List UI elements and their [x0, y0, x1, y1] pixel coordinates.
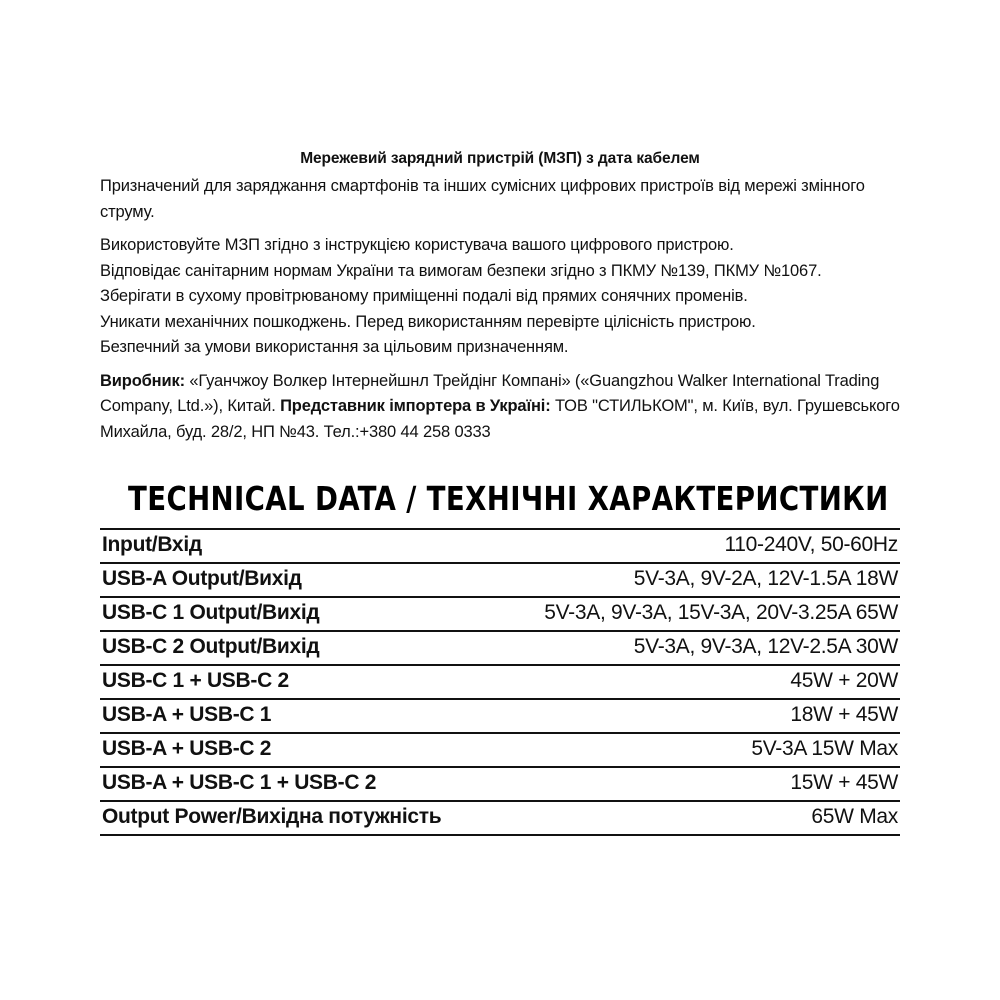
importer-label: Представник імпортера в Україні: [280, 397, 551, 415]
table-row [100, 767, 900, 801]
manufacturer-paragraph [100, 369, 900, 446]
spec-label: Output Power/Вихідна потужність [102, 805, 442, 828]
manufacturer-text: «Гуанчжоу Волкер Інтернейшнл Трейдінг Компані» («Guangzhou Walker International Trading Company, Ltd.»), Китай. [100, 371, 880, 415]
paragraph-gap-2 [100, 361, 900, 369]
spec-value: 5V-3A, 9V-3A, 12V-2.5A 30W [633, 635, 898, 658]
table-row [100, 665, 900, 699]
description-paragraph-4: Зберігати в сухому провітрюваному приміщенні подалі від прямих сонячних променів. [100, 287, 748, 305]
description-paragraph-5: Уникати механічних пошкоджень. Перед використанням перевірте цілісність пристрою. [100, 312, 756, 331]
spec-value: 5V-3A, 9V-3A, 15V-3A, 20V-3.25A 65W [544, 601, 898, 624]
spec-value: 110-240V, 50-60Hz [724, 533, 898, 556]
table-row [100, 733, 900, 767]
importer-text: ТОВ "СТИЛЬКОМ", м. Київ, вул. Грушевського Михайла, буд. 28/2, НП №43. Тел.:+380 44 258 0333 [100, 397, 900, 441]
page-title: Мережевий зарядний пристрій (МЗП) з дата кабелем [300, 150, 700, 167]
table-row [100, 699, 900, 733]
spec-value: 15W + 45W [790, 771, 898, 794]
manufacturer-label: Виробник: [100, 371, 185, 390]
spec-value: 5V-3A 15W Max [751, 737, 898, 760]
description-block [100, 174, 900, 445]
spec-value: 5V-3A, 9V-2A, 12V-1.5A 18W [633, 567, 898, 590]
spec-label: Input/Вхід [102, 533, 202, 556]
paragraph-gap [100, 225, 900, 233]
spec-heading: TECHNICAL DATA / ТЕХНІЧНІ ХАРАКТЕРИСТИКИ [128, 479, 889, 518]
spec-value: 18W + 45W [790, 703, 898, 726]
spec-value: 45W + 20W [790, 669, 898, 692]
table-row [100, 631, 900, 665]
description-paragraph-6: Безпечний за умови використання за цільовим призначенням. [100, 338, 569, 356]
table-row [100, 597, 900, 631]
description-paragraph-3: Відповідає санітарним нормам України та вимогам безпеки згідно з ПКМУ №139, ПКМУ №1067. [100, 261, 822, 280]
description-paragraph-2: Використовуйте МЗП згідно з інструкцією користувача вашого цифрового пристрою. [100, 236, 734, 254]
spec-value: 65W Max [811, 805, 898, 828]
technical-data-table [100, 528, 900, 836]
spec-label: USB-C 1 Output/Вихід [102, 601, 320, 624]
spec-label: USB-A + USB-C 2 [102, 737, 272, 760]
table-row [100, 801, 900, 835]
spec-label: USB-A + USB-C 1 + USB-C 2 [102, 771, 377, 794]
spec-label: USB-C 2 Output/Вихід [102, 635, 320, 658]
table-row [100, 529, 900, 563]
description-paragraph-1: Призначений для заряджання смартфонів та інших сумісних цифрових пристроїв від мережі змінного струму. [100, 177, 865, 221]
spec-label: USB-C 1 + USB-C 2 [102, 669, 289, 692]
table-row [100, 563, 900, 597]
spec-label: USB-A + USB-C 1 [102, 703, 272, 726]
spec-label: USB-A Output/Вихід [102, 567, 302, 590]
